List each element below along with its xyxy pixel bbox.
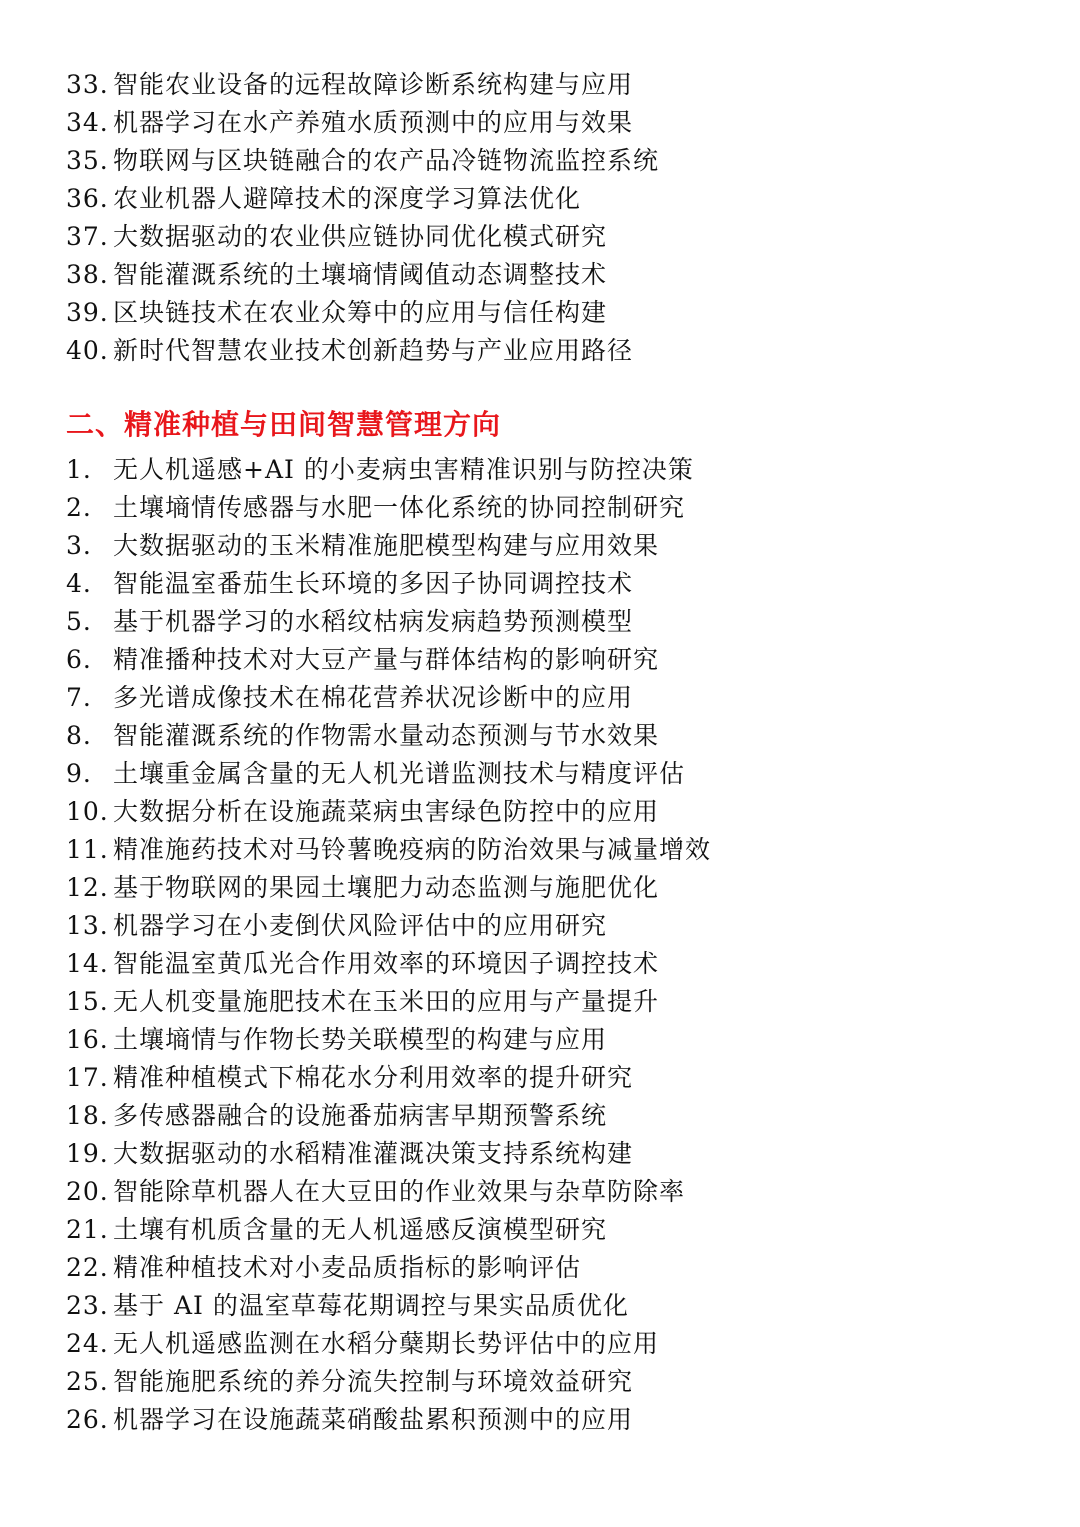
item-number: 40. [66, 336, 109, 365]
item-number: 22. [66, 1253, 109, 1282]
item-number: 17. [66, 1063, 109, 1092]
item-title: 多光谱成像技术在棉花营养状况诊断中的应用 [113, 683, 634, 712]
item-title: 大数据分析在设施蔬菜病虫害绿色防控中的应用 [113, 797, 660, 826]
item-title: 智能灌溉系统的作物需水量动态预测与节水效果 [113, 721, 660, 750]
item-number: 14. [66, 949, 109, 978]
item-number: 4. [66, 569, 92, 598]
item-number: 35. [66, 146, 109, 175]
item-number: 11. [66, 835, 109, 864]
item-title: 精准种植技术对小麦品质指标的影响评估 [113, 1253, 582, 1282]
item-title: 智能农业设备的远程故障诊断系统构建与应用 [113, 70, 634, 99]
item-title: 无人机变量施肥技术在玉米田的应用与产量提升 [113, 987, 660, 1016]
item-number: 38. [66, 260, 109, 289]
item-number: 33. [66, 70, 109, 99]
item-title: 新时代智慧农业技术创新趋势与产业应用路径 [113, 336, 634, 365]
item-title: 大数据驱动的水稻精准灌溉决策支持系统构建 [113, 1139, 634, 1168]
item-title: 多传感器融合的设施番茄病害早期预警系统 [113, 1101, 608, 1130]
item-title: 精准播种技术对大豆产量与群体结构的影响研究 [113, 645, 660, 674]
item-number: 20. [66, 1177, 109, 1206]
item-number: 1. [66, 455, 92, 484]
item-number: 12. [66, 873, 109, 902]
item-title: 精准种植模式下棉花水分利用效率的提升研究 [113, 1063, 634, 1092]
item-number: 23. [66, 1291, 109, 1320]
item-number: 5. [66, 607, 92, 636]
item-number: 36. [66, 184, 109, 213]
item-title: 土壤墒情传感器与水肥一体化系统的协同控制研究 [113, 493, 686, 522]
item-title: 智能施肥系统的养分流失控制与环境效益研究 [113, 1367, 634, 1396]
item-title: 基于 AI 的温室草莓花期调控与果实品质优化 [113, 1291, 629, 1320]
item-title: 智能温室黄瓜光合作用效率的环境因子调控技术 [113, 949, 660, 978]
item-number: 2. [66, 493, 92, 522]
item-number: 24. [66, 1329, 109, 1358]
item-title: 智能灌溉系统的土壤墒情阈值动态调整技术 [113, 260, 608, 289]
item-title: 区块链技术在农业众筹中的应用与信任构建 [113, 298, 608, 327]
item-title: 土壤有机质含量的无人机遥感反演模型研究 [113, 1215, 608, 1244]
item-title: 农业机器人避障技术的深度学习算法优化 [113, 184, 582, 213]
item-number: 39. [66, 298, 109, 327]
item-number: 3. [66, 531, 92, 560]
item-title: 物联网与区块链融合的农产品冷链物流监控系统 [113, 146, 660, 175]
item-number: 15. [66, 987, 109, 1016]
item-number: 9. [66, 759, 92, 788]
item-title: 智能温室番茄生长环境的多因子协同调控技术 [113, 569, 634, 598]
item-title: 土壤重金属含量的无人机光谱监测技术与精度评估 [113, 759, 686, 788]
item-number: 16. [66, 1025, 109, 1054]
item-number: 25. [66, 1367, 109, 1396]
item-number: 13. [66, 911, 109, 940]
item-title: 机器学习在设施蔬菜硝酸盐累积预测中的应用 [113, 1405, 634, 1434]
item-title: 机器学习在小麦倒伏风险评估中的应用研究 [113, 911, 608, 940]
item-number: 26. [66, 1405, 109, 1434]
item-number: 7. [66, 683, 92, 712]
item-title: 基于物联网的果园土壤肥力动态监测与施肥优化 [113, 873, 660, 902]
item-title: 机器学习在水产养殖水质预测中的应用与效果 [113, 108, 634, 137]
item-number: 10. [66, 797, 109, 826]
section-heading: 二、精准种植与田间智慧管理方向 [66, 408, 502, 441]
item-title: 无人机遥感监测在水稻分蘖期长势评估中的应用 [113, 1329, 660, 1358]
item-title: 智能除草机器人在大豆田的作业效果与杂草防除率 [113, 1177, 686, 1206]
item-number: 34. [66, 108, 109, 137]
item-title: 土壤墒情与作物长势关联模型的构建与应用 [113, 1025, 608, 1054]
item-number: 6. [66, 645, 92, 674]
item-title: 大数据驱动的农业供应链协同优化模式研究 [113, 222, 608, 251]
item-title: 大数据驱动的玉米精准施肥模型构建与应用效果 [113, 531, 660, 560]
item-number: 18. [66, 1101, 109, 1130]
item-number: 8. [66, 721, 92, 750]
item-number: 21. [66, 1215, 109, 1244]
item-number: 19. [66, 1139, 109, 1168]
item-number: 37. [66, 222, 109, 251]
item-title: 基于机器学习的水稻纹枯病发病趋势预测模型 [113, 607, 634, 636]
item-title: 精准施药技术对马铃薯晚疫病的防治效果与减量增效 [113, 835, 712, 864]
item-title: 无人机遥感+AI 的小麦病虫害精准识别与防控决策 [113, 455, 694, 484]
